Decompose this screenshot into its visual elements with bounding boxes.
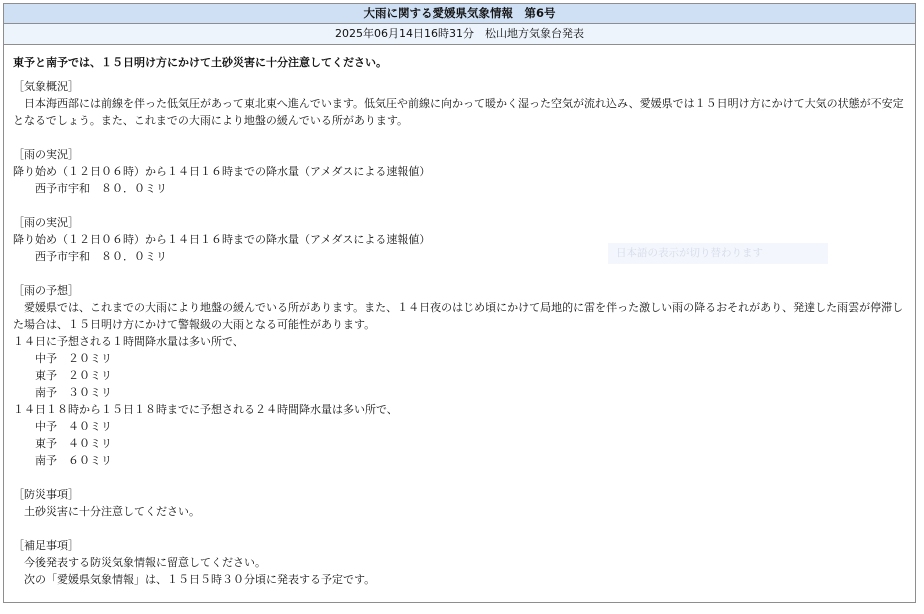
text-line: 日本海西部には前線を伴った低気圧があって東北東へ進んでいます。低気圧や前線に向かって暖かく湿った空気が流れ込み、愛媛県では１５日明け方にかけて大気の状態が不安定となるでしょう。また、これまでの大雨により地盤の緩んでいる所があります。 xyxy=(13,97,904,127)
text-line: 中予 ２０ミリ xyxy=(13,352,112,365)
blank-line xyxy=(13,520,915,537)
text-line: 南予 ３０ミリ xyxy=(13,386,112,399)
blank-line xyxy=(13,469,915,486)
section-heading: ［気象概況］ xyxy=(13,80,79,93)
bulletin-headline: 東予と南予では、１５日明け方にかけて土砂災害に十分注意してください。 xyxy=(13,56,387,69)
section-heading: ［防災事項］ xyxy=(13,488,79,501)
text-line: 東予 ２０ミリ xyxy=(13,369,112,382)
text-line: 東予 ４０ミリ xyxy=(13,437,112,450)
faded-overlay-text: 日本語の表示が切り替わります xyxy=(608,243,828,264)
text-line: １４日に予想される１時間降水量は多い所で、 xyxy=(13,335,244,348)
text-line: １４日１８時から１５日１８時までに予想される２４時間降水量は多い所で、 xyxy=(13,403,398,416)
text-line: 西予市宇和 ８０．０ミリ xyxy=(13,182,167,195)
text-line: 南予 ６０ミリ xyxy=(13,454,112,467)
blank-line xyxy=(13,265,915,282)
text-line: 次の「愛媛県気象情報」は、１５日５時３０分頃に発表する予定です。 xyxy=(13,573,376,586)
text-line: 土砂災害に十分注意してください。 xyxy=(13,505,200,518)
text-line: 西予市宇和 ８０．０ミリ xyxy=(13,250,167,263)
text-line: 降り始め（１２日０６時）から１４日１６時までの降水量（アメダスによる速報値） xyxy=(13,165,431,178)
issued-line: 2025年06月14日16時31分 松山地方気象台発表 xyxy=(4,24,915,45)
section-heading: ［雨の実況］ xyxy=(13,216,79,229)
bulletin-lines xyxy=(13,78,915,588)
blank-line xyxy=(13,129,915,146)
section-heading: ［雨の実況］ xyxy=(13,148,79,161)
section-heading: ［雨の予想］ xyxy=(13,284,79,297)
weather-info-panel xyxy=(3,3,916,603)
blank-line xyxy=(13,197,915,214)
text-line: 降り始め（１２日０６時）から１４日１６時までの降水量（アメダスによる速報値） xyxy=(13,233,431,246)
section-heading: ［補足事項］ xyxy=(13,539,79,552)
bulletin-body xyxy=(4,54,915,588)
text-line: 愛媛県では、これまでの大雨により地盤の緩んでいる所があります。また、１４日夜のはじめ頃にかけて局地的に雷を伴った激しい雨の降るおそれがあり、発達した雨雲が停滞した場合は、１５日明け方にかけて警報級の大雨となる可能性があります。 xyxy=(13,301,904,331)
page-title: 大雨に関する愛媛県気象情報 第6号 xyxy=(4,4,915,24)
text-line: 今後発表する防災気象情報に留意してください。 xyxy=(13,556,266,569)
text-line: 中予 ４０ミリ xyxy=(13,420,112,433)
